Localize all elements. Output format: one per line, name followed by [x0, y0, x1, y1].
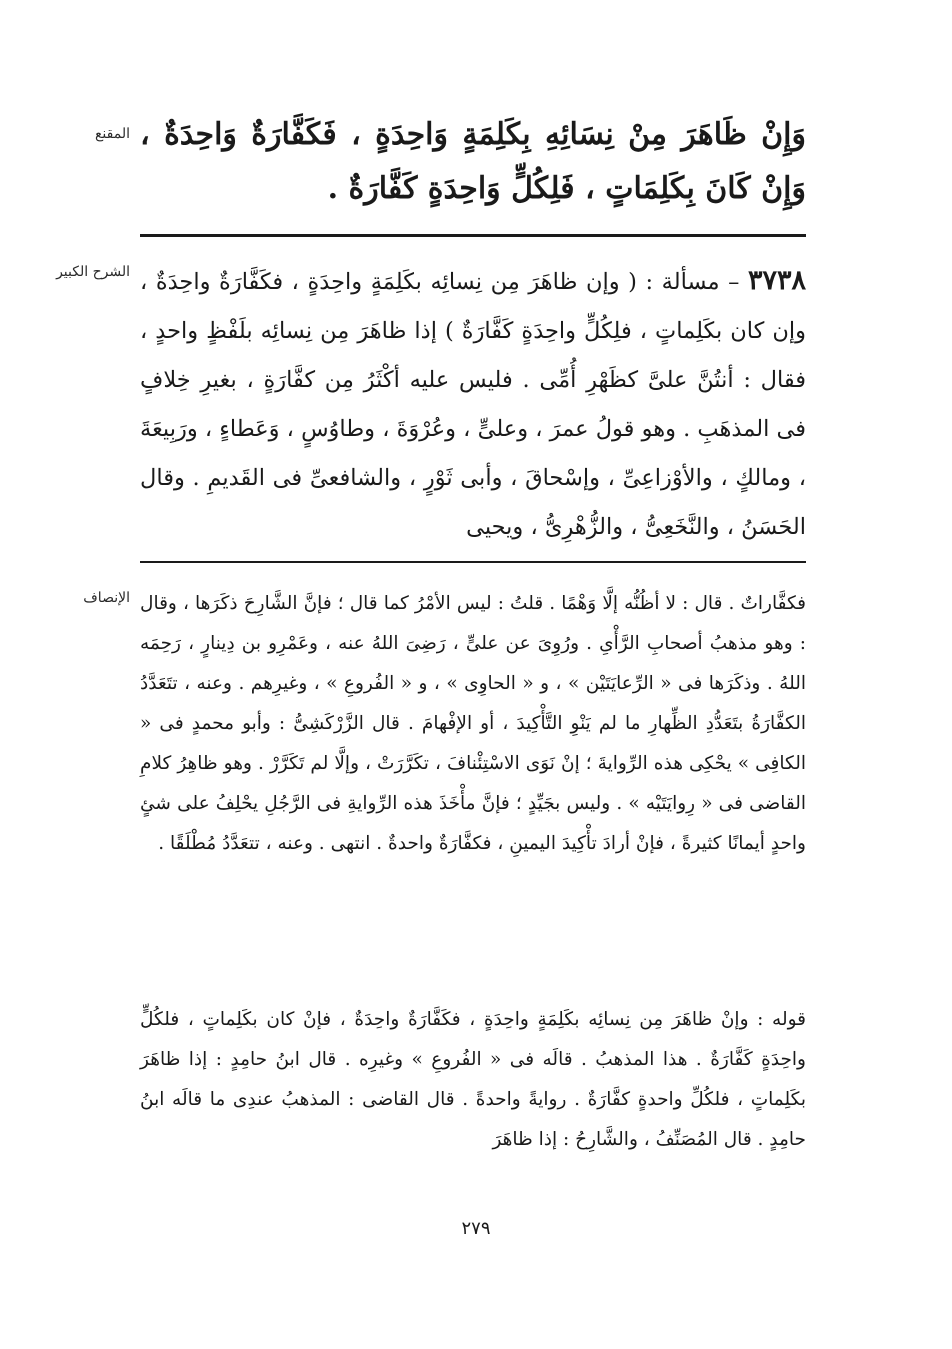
- margin-label-muqni: المقنع: [94, 126, 130, 142]
- insaf-text-block: [140, 584, 806, 864]
- qawluhu-text-block: [140, 1000, 806, 1160]
- margin-label-sharh: الشرح الكبير: [56, 264, 130, 280]
- insaf-paragraph: فكفَّاراتٌ . قال : لا أظُنُّه إلَّا وَهْمًا . قلتُ : ليس الأمْرُ كما قال ؛ فإنَّ الشَّارِحَ ذكَرَها ، وقال : وهو مذهبُ أصحابِ الرَّأْىِ . ورُوِىَ عن علىٍّ ، رَضِىَ اللهُ عنه ، وعَمْرِو بن دِينارٍ ، رَحِمَه اللهُ . وذكَرَها فى « الرِّعايَتَيْن » ، و « الحاوِى » ، و « الفُروعِ » ، وغيرِهم . وعنه ، تتَعَدَّدُ الكفَّارَةُ بتَعَدُّدِ الظِّهارِ ما لم يَنْوِ التَّأْكِيدَ ، أو الإفْهامَ . قال الزَّرْكَشِىُّ : وأبو محمدٍ فى « الكافِى » يحْكِى هذه الرِّوايةَ ؛ إنْ نَوَى الاسْتِئْنافَ ، تكَرَّرَتْ ، وإلَّا لم تَكَرَّرْ . وهو ظاهِرُ كلامِ القاضى فى « رِوايَتَيْه » . وليس بجَيِّدٍ ؛ فإنَّ مأْخَذَ هذه الرِّوايةِ فى الرَّجُلِ يحْلِفُ على شئٍ واحدٍ أيمانًا كثيرةً ، فإنْ أرادَ تأْكِيدَ اليمينِ ، فكفَّارَةٌ واحدةٌ . انتهى . وعنه ، تتعَدَّدُ مُطْلَقًا .: [140, 593, 806, 854]
- muqni-paragraph: وَإِنْ ظَاهَرَ مِنْ نِسَائِهِ بِكَلِمَةٍ وَاحِدَةٍ ، فَكَفَّارَةٌ وَاحِدَةٌ ، وَإِنْ كَانَ بِكَلِمَاتٍ ، فَلِكُلٍّ وَاحِدَةٍ كَفَّارَةٌ .: [140, 117, 806, 206]
- section-divider-thick: [140, 234, 806, 237]
- section-divider-thin: [140, 561, 806, 563]
- qawluhu-paragraph: قوله : وإنْ ظاهَرَ مِن نِسائِه بكَلِمَةٍ واحِدَةٍ ، فكَفَّارَةٌ واحِدَةٌ ، فإنْ كان بكَلِماتٍ ، فلكُلٍّ واحِدَةٍ كَفَّارَةٌ . هذا المذهبُ . قالَه فى « الفُروعِ » وغيرِه . قال ابنُ حامِدٍ : إذا ظاهَرَ بكَلِماتٍ ، فلكُلِّ واحدةٍ كفَّارَةٌ . روايةً واحدةً . قال القاضى : المذهبُ عندِى ما قالَه ابنُ حامِدٍ . قال المُصَنِّفُ ، والشَّارِحُ : إذا ظاهَرَ: [140, 1009, 806, 1150]
- sharh-paragraph: [140, 256, 806, 552]
- page-number: ٢٧٩: [461, 1218, 491, 1239]
- sharh-body: – مسألة : ( وإن ظاهَرَ مِن نِسائِه بكَلِمَةٍ واحِدَةٍ ، فكَفَّارَةٌ واحِدَةٌ ، وإن كان بكَلِماتٍ ، فلِكُلٍّ واحِدَةٍ كَفَّارَةٌ ) إذا ظاهَرَ مِن نِسائِه بلَفْظٍ واحدٍ ، فقال : أنتُنَّ علىَّ كظَهْرِ أُمِّى . فليس عليه أكْثَرُ مِن كفَّارَةٍ ، بغيرِ خِلافٍ فى المذهَبِ . وهو قولُ عمرَ ، وعلىٍّ ، وعُرْوَةَ ، وطاوُسٍ ، وَعَطاءٍ ، ورَبِيعَةَ ، ومالكٍ ، والأوْزاعِىِّ ، وإسْحاقَ ، وأبى ثَوْرٍ ، والشافعىِّ فى القَديمِ . وقال الحَسَنُ ، والنَّخَعِىُّ ، والزُّهْرِىُّ ، ويحيى: [140, 269, 806, 540]
- sharh-text-block: [140, 256, 806, 552]
- issue-number: ٣٧٣٨: [747, 265, 806, 296]
- muqni-text-block: [140, 108, 806, 216]
- margin-label-insaf: الإنصاف: [83, 590, 130, 606]
